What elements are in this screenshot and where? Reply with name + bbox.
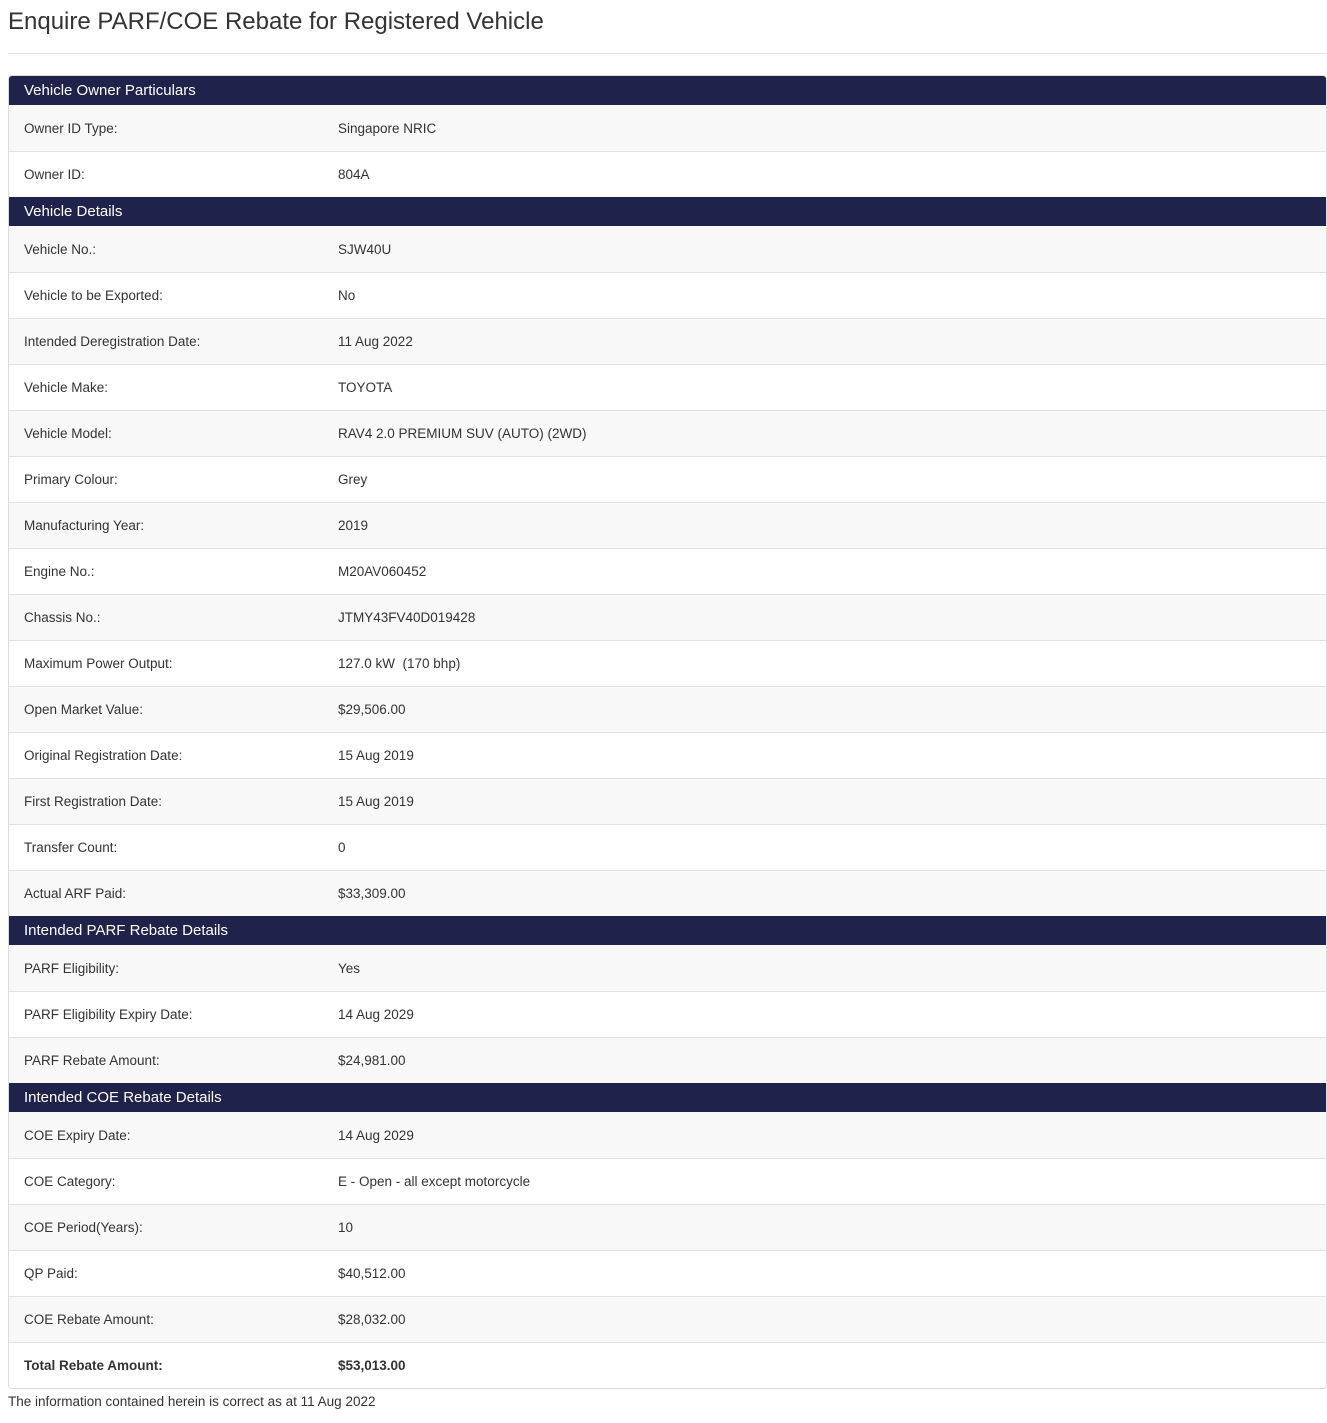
row-value: No <box>338 288 356 303</box>
row-label: Intended Deregistration Date: <box>24 334 201 349</box>
row-value: 14 Aug 2029 <box>338 1127 414 1143</box>
detail-row-coe-category <box>9 1158 1326 1204</box>
row-label: Chassis No.: <box>24 610 101 625</box>
row-label: First Registration Date: <box>24 794 163 809</box>
row-label: COE Expiry Date: <box>24 1127 131 1143</box>
section-header-parf-rebate: Intended PARF Rebate Details <box>9 916 1326 945</box>
row-label: Vehicle No.: <box>24 241 97 257</box>
row-label: Vehicle to be Exported: <box>24 288 163 303</box>
row-value: $24,981.00 <box>338 1053 406 1068</box>
row-label: Owner ID Type: <box>24 120 118 136</box>
row-value: M20AV060452 <box>338 564 427 579</box>
row-label: Vehicle Model: <box>24 426 112 441</box>
row-value: $40,512.00 <box>338 1266 406 1281</box>
row-value: 0 <box>338 840 346 855</box>
row-value: 15 Aug 2019 <box>338 794 414 809</box>
title-divider <box>8 53 1327 54</box>
row-value: RAV4 2.0 PREMIUM SUV (AUTO) (2WD) <box>338 426 587 441</box>
row-value: 804A <box>338 167 370 182</box>
row-value: SJW40U <box>338 241 392 257</box>
row-label: COE Category: <box>24 1174 116 1189</box>
row-value: Singapore NRIC <box>338 120 437 136</box>
row-value: $33,309.00 <box>338 886 406 901</box>
row-label: Owner ID: <box>24 167 85 182</box>
row-label: Transfer Count: <box>24 840 118 855</box>
section-header-owner-particulars: Vehicle Owner Particulars <box>9 76 1326 105</box>
row-label: Manufacturing Year: <box>24 518 145 533</box>
row-value: $29,506.00 <box>338 702 406 717</box>
detail-row-qp-paid <box>9 1250 1326 1296</box>
row-value: JTMY43FV40D019428 <box>338 610 476 625</box>
row-value: $28,032.00 <box>338 1312 406 1327</box>
row-value: Grey <box>338 472 368 487</box>
row-value: 15 Aug 2019 <box>338 748 414 763</box>
section-header-coe-rebate: Intended COE Rebate Details <box>9 1083 1326 1112</box>
row-value: E - Open - all except motorcycle <box>338 1174 531 1189</box>
row-value: $53,013.00 <box>338 1358 406 1373</box>
detail-row-open-market-value <box>9 686 1326 732</box>
detail-row-primary-colour <box>9 456 1326 502</box>
page-title: Enquire PARF/COE Rebate for Registered Vehicle <box>8 8 544 35</box>
detail-row-vehicle-make <box>9 364 1326 410</box>
row-label: Maximum Power Output: <box>24 656 173 671</box>
row-value: TOYOTA <box>338 380 393 395</box>
detail-row-coe-period <box>9 1204 1326 1250</box>
detail-row-first-registration-date <box>9 778 1326 824</box>
detail-row-vehicle-no <box>9 226 1326 272</box>
detail-row-deregistration-date <box>9 318 1326 364</box>
row-label: Total Rebate Amount: <box>24 1358 163 1373</box>
detail-row-total-rebate-amount <box>9 1342 1326 1388</box>
detail-row-original-registration-date <box>9 732 1326 778</box>
detail-row-parf-rebate-amount <box>9 1037 1326 1083</box>
detail-row-coe-expiry-date <box>9 1112 1326 1158</box>
row-label: COE Period(Years): <box>24 1220 143 1235</box>
row-label: Vehicle Make: <box>24 380 109 395</box>
row-label: COE Rebate Amount: <box>24 1312 154 1327</box>
row-label: Original Registration Date: <box>24 748 183 763</box>
detail-row-parf-eligibility <box>9 945 1326 991</box>
row-value: 127.0 kW (170 bhp) <box>338 656 461 671</box>
row-label: Primary Colour: <box>24 472 118 487</box>
row-label: PARF Eligibility: <box>24 960 120 976</box>
detail-row-vehicle-model <box>9 410 1326 456</box>
detail-row-coe-rebate-amount <box>9 1296 1326 1342</box>
detail-row-transfer-count <box>9 824 1326 870</box>
section-header-vehicle-details: Vehicle Details <box>9 197 1326 226</box>
detail-row-chassis-no <box>9 594 1326 640</box>
row-value: Yes <box>338 960 361 976</box>
row-value: 2019 <box>338 518 369 533</box>
row-value: 10 <box>338 1220 354 1235</box>
detail-row-owner-id-type <box>9 105 1326 151</box>
detail-row-vehicle-exported <box>9 272 1326 318</box>
row-label: Engine No.: <box>24 564 95 579</box>
row-label: Open Market Value: <box>24 702 144 717</box>
detail-row-max-power-output <box>9 640 1326 686</box>
detail-row-manufacturing-year <box>9 502 1326 548</box>
detail-row-owner-id <box>9 151 1326 197</box>
row-label: PARF Eligibility Expiry Date: <box>24 1007 193 1022</box>
detail-row-engine-no <box>9 548 1326 594</box>
row-value: 11 Aug 2022 <box>338 334 413 349</box>
rebate-details-panel <box>8 75 1327 1389</box>
info-footnote: The information contained herein is correct as at 11 Aug 2022 <box>8 1394 376 1409</box>
row-label: Actual ARF Paid: <box>24 886 127 901</box>
row-value: 14 Aug 2029 <box>338 1007 414 1022</box>
detail-row-parf-expiry-date <box>9 991 1326 1037</box>
row-label: QP Paid: <box>24 1266 78 1281</box>
detail-row-actual-arf-paid <box>9 870 1326 916</box>
row-label: PARF Rebate Amount: <box>24 1053 160 1068</box>
